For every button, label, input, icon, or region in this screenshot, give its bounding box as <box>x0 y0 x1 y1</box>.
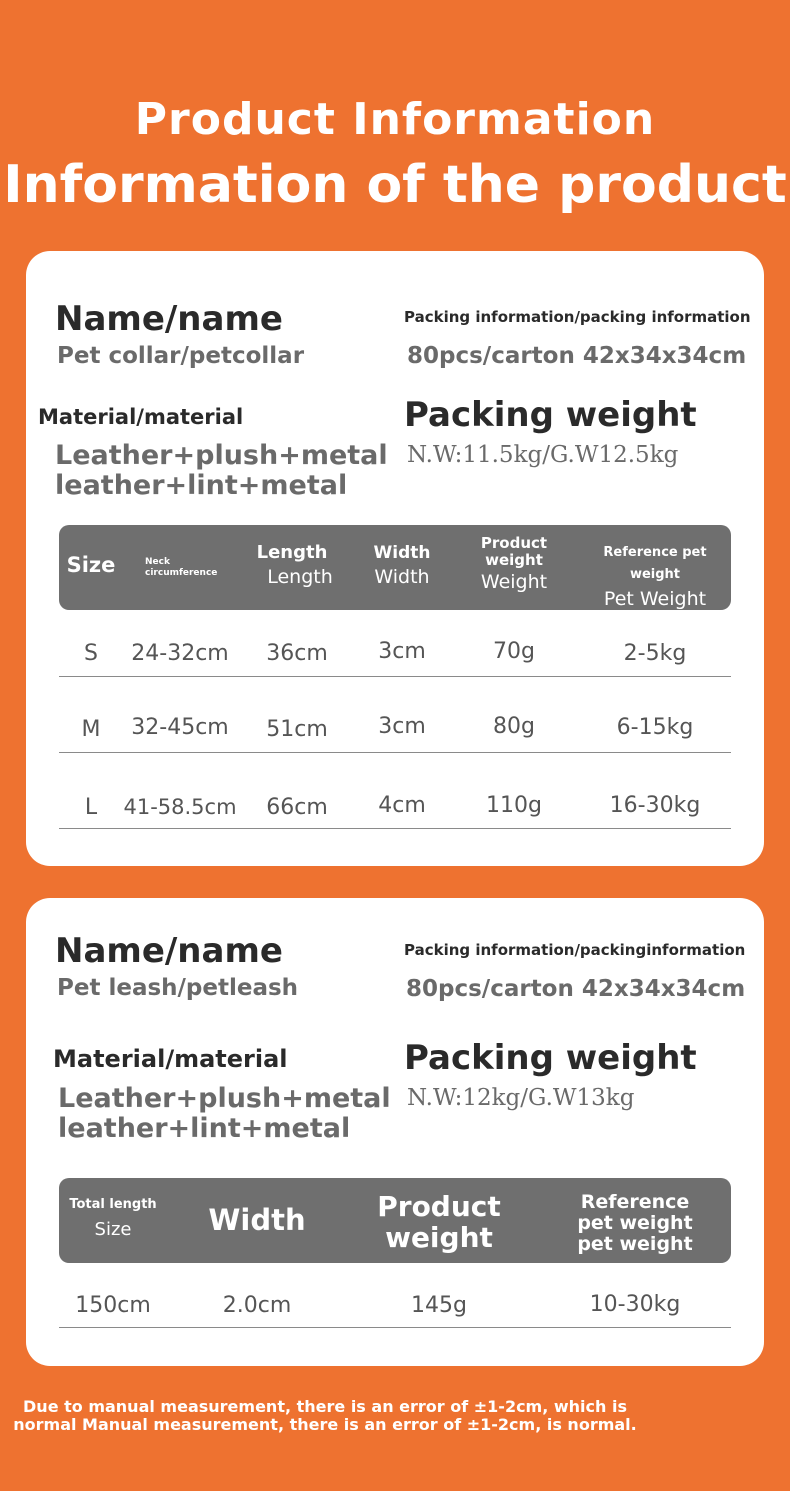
collar-th-width: Width Width <box>373 543 431 588</box>
collar-material-label: Material/material <box>38 405 244 429</box>
collar-table-header <box>59 525 731 610</box>
collar-name-value: Pet collar/petcollar <box>57 343 305 369</box>
collar-name-label: Name/name <box>55 299 283 339</box>
collar-packing-label: Packing information/packing information <box>404 308 751 326</box>
measurement-note-line2: normal Manual measurement, there is an error of ±1-2cm, is normal. <box>13 1415 637 1434</box>
leash-table-header <box>59 1178 731 1263</box>
table-row: M 32-45cm 51cm 3cm 80g 6-15kg <box>59 677 731 753</box>
table-row: L 41-58.5cm 66cm 4cm 110g 16-30kg <box>59 753 731 829</box>
leash-name-label: Name/name <box>55 931 283 971</box>
collar-th-size: Size <box>66 553 116 577</box>
collar-th-ref-weight: Reference pet weight Pet Weight <box>603 545 707 610</box>
collar-material-line1: Leather+plush+metal <box>55 440 388 471</box>
leash-packing-value: 80pcs/carton 42x34x34cm <box>406 976 746 1002</box>
leash-th-product-weight: Product weight <box>377 1190 501 1254</box>
collar-packing-weight-value: N.W:11.5kg/G.W12.5kg <box>407 442 679 468</box>
leash-material-line1: Leather+plush+metal <box>58 1083 391 1114</box>
measurement-note <box>0 1398 650 1434</box>
leash-th-width: Width <box>208 1203 306 1237</box>
collar-packing-value: 80pcs/carton 42x34x34cm <box>407 343 747 369</box>
collar-th-length: Length Length <box>256 542 333 588</box>
page-subtitle: Information of the product <box>3 155 787 215</box>
leash-material-label: Material/material <box>53 1045 288 1073</box>
leash-name-value: Pet leash/petleash <box>57 975 299 1001</box>
leash-material-line2: leather+lint+metal <box>58 1113 351 1144</box>
leash-th-total-length: Total length Size <box>69 1197 157 1240</box>
collar-material-line2: leather+lint+metal <box>55 470 348 501</box>
collar-th-neck: Neck circumference <box>145 557 218 578</box>
collar-th-product-weight: Product weight Weight <box>480 534 548 593</box>
collar-packing-weight-label: Packing weight <box>404 395 697 435</box>
leash-th-ref-weight: Reference pet weight pet weight <box>577 1191 693 1255</box>
leash-packing-label: Packing information/packinginformation <box>404 941 746 959</box>
table-row: 150cm 2.0cm 145g 10-30kg <box>59 1263 731 1328</box>
measurement-note-line1: Due to manual measurement, there is an error of ±1-2cm, which is <box>23 1397 627 1416</box>
leash-info-card <box>26 898 764 1366</box>
leash-packing-weight-value: N.W:12kg/G.W13kg <box>407 1085 635 1111</box>
leash-packing-weight-label: Packing weight <box>404 1038 697 1078</box>
collar-info-card <box>26 251 764 866</box>
table-row: S 24-32cm 36cm 3cm 70g 2-5kg <box>59 627 731 677</box>
page-title: Product Information <box>134 94 656 145</box>
